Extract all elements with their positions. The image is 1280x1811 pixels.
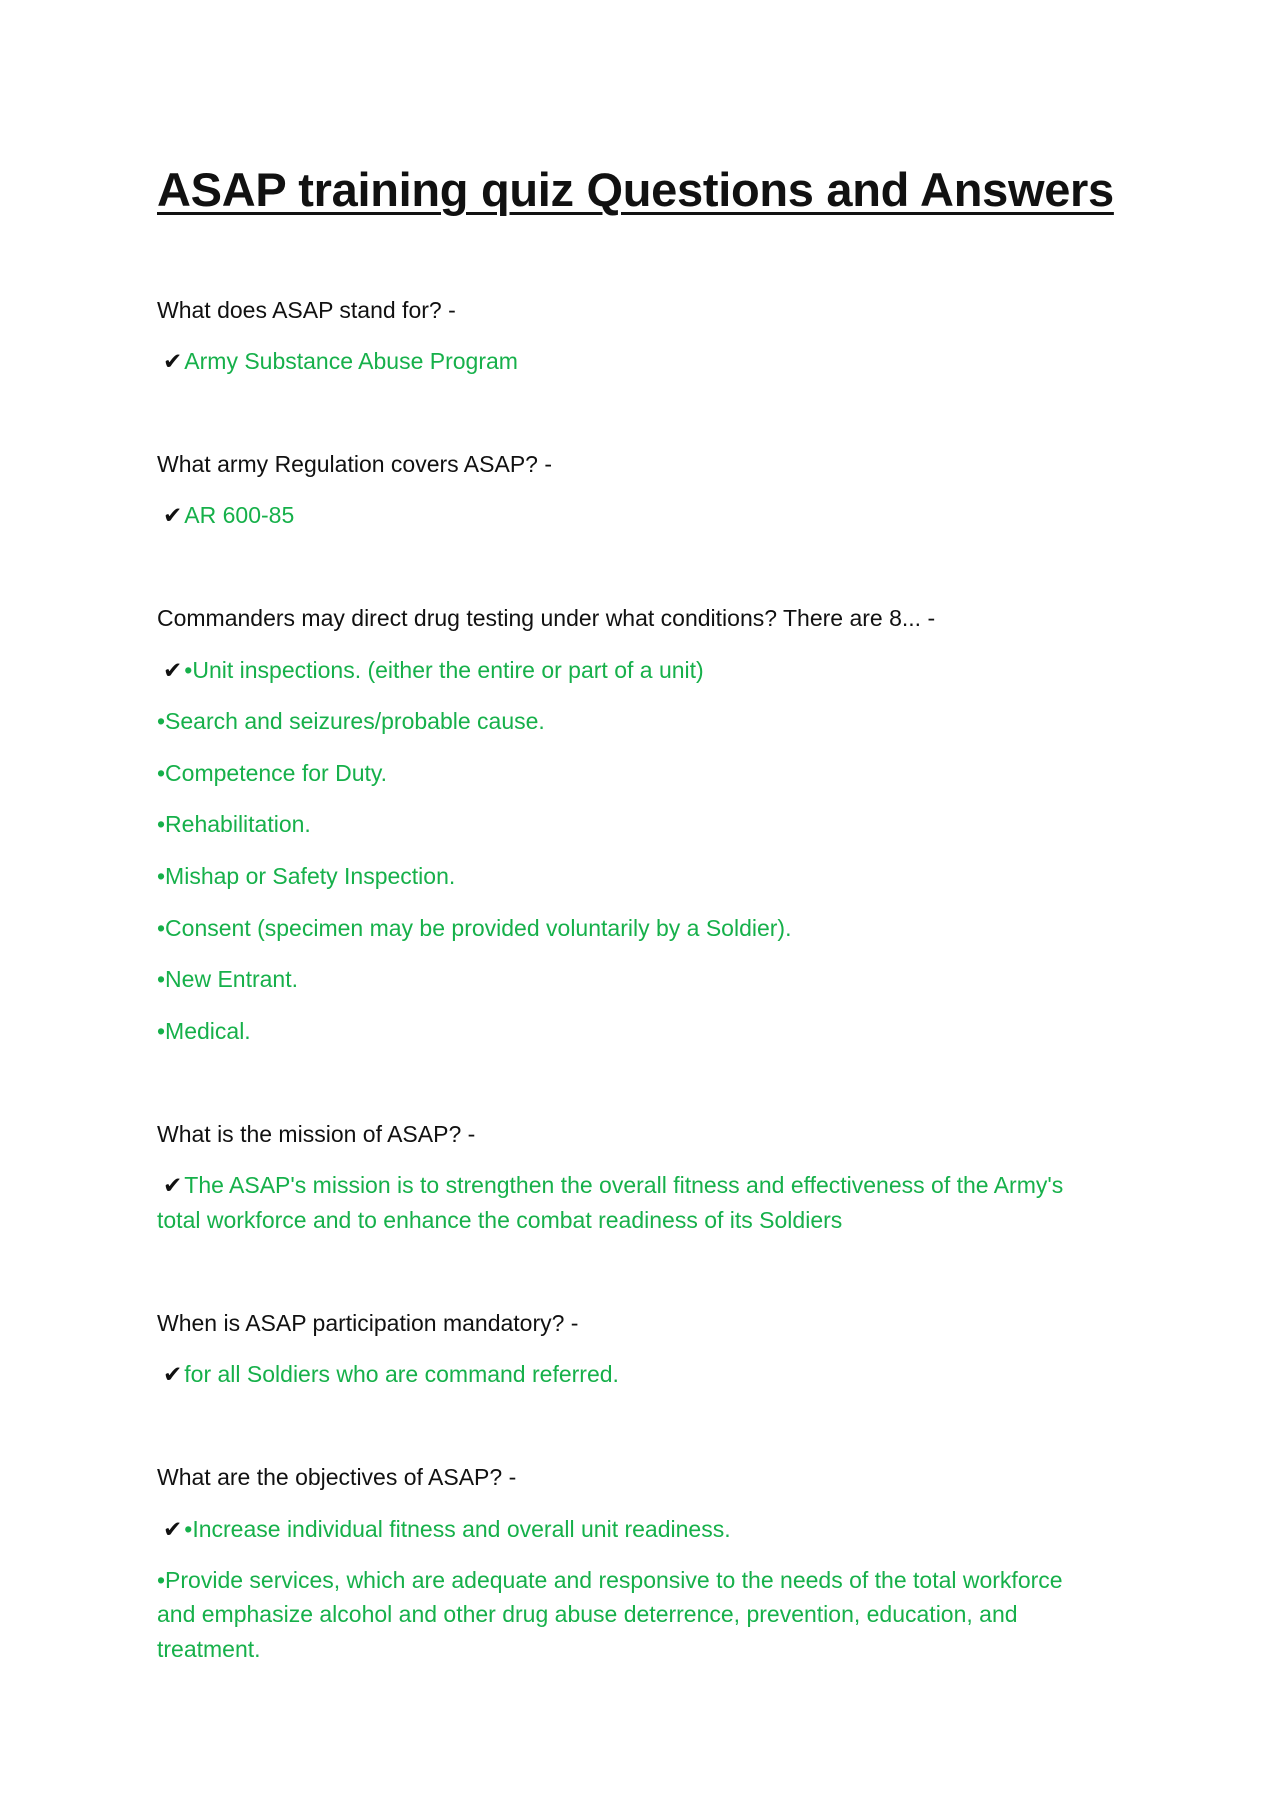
answer-3-line-7: •New Entrant. [157, 966, 298, 992]
question-5: When is ASAP participation mandatory? - [157, 1310, 579, 1336]
answer-6-line-2: •Provide services, which are adequate and responsive to the needs of the total workforce [157, 1567, 1063, 1593]
check-icon: ✔ [163, 1172, 183, 1198]
answer-3-line-8: •Medical. [157, 1018, 251, 1044]
question-4: What is the mission of ASAP? - [157, 1121, 476, 1147]
question-3: Commanders may direct drug testing under what conditions? There are 8... - [157, 605, 936, 631]
answer-6-line-3: and emphasize alcohol and other drug abuse deterrence, prevention, education, and [157, 1601, 1018, 1627]
answer-3-line-6: •Consent (specimen may be provided voluntarily by a Soldier). [157, 915, 792, 941]
answer-1 [157, 344, 518, 378]
check-icon: ✔ [163, 657, 183, 683]
check-icon: ✔ [163, 1516, 183, 1542]
document-title: ASAP training quiz Questions and Answers [157, 163, 1114, 216]
answer-6-line-4: treatment. [157, 1636, 261, 1662]
answer-6-line-1: ✔•Increase individual fitness and overall unit readiness. [163, 1516, 731, 1542]
answer-2-line-1: AR 600-85 [184, 502, 295, 528]
answer-5: ✔for all Soldiers who are command referred. [163, 1361, 619, 1387]
answer-3-line-4: •Rehabilitation. [157, 811, 311, 837]
answer-4-line-2: total workforce and to enhance the combat readiness of its Soldiers [157, 1207, 843, 1233]
answer-3-line-2: •Search and seizures/probable cause. [157, 708, 545, 734]
question-2: What army Regulation covers ASAP? - [157, 451, 552, 477]
answer-1-line-1: Army Substance Abuse Program [184, 348, 518, 374]
answer-4-line-1: ✔The ASAP's mission is to strengthen the overall fitness and effectiveness of the Army's [163, 1172, 1064, 1198]
check-icon: ✔ [163, 348, 183, 374]
question-6: What are the objectives of ASAP? - [157, 1464, 517, 1490]
answer-3-line-1: ✔•Unit inspections. (either the entire or part of a unit) [163, 657, 704, 683]
check-icon: ✔ [163, 502, 183, 528]
answer-3-line-3: •Competence for Duty. [157, 760, 388, 786]
answer-2 [157, 498, 294, 532]
question-1: What does ASAP stand for? - [157, 297, 456, 323]
check-icon: ✔ [163, 1361, 183, 1387]
answer-3-line-5: •Mishap or Safety Inspection. [157, 863, 456, 889]
